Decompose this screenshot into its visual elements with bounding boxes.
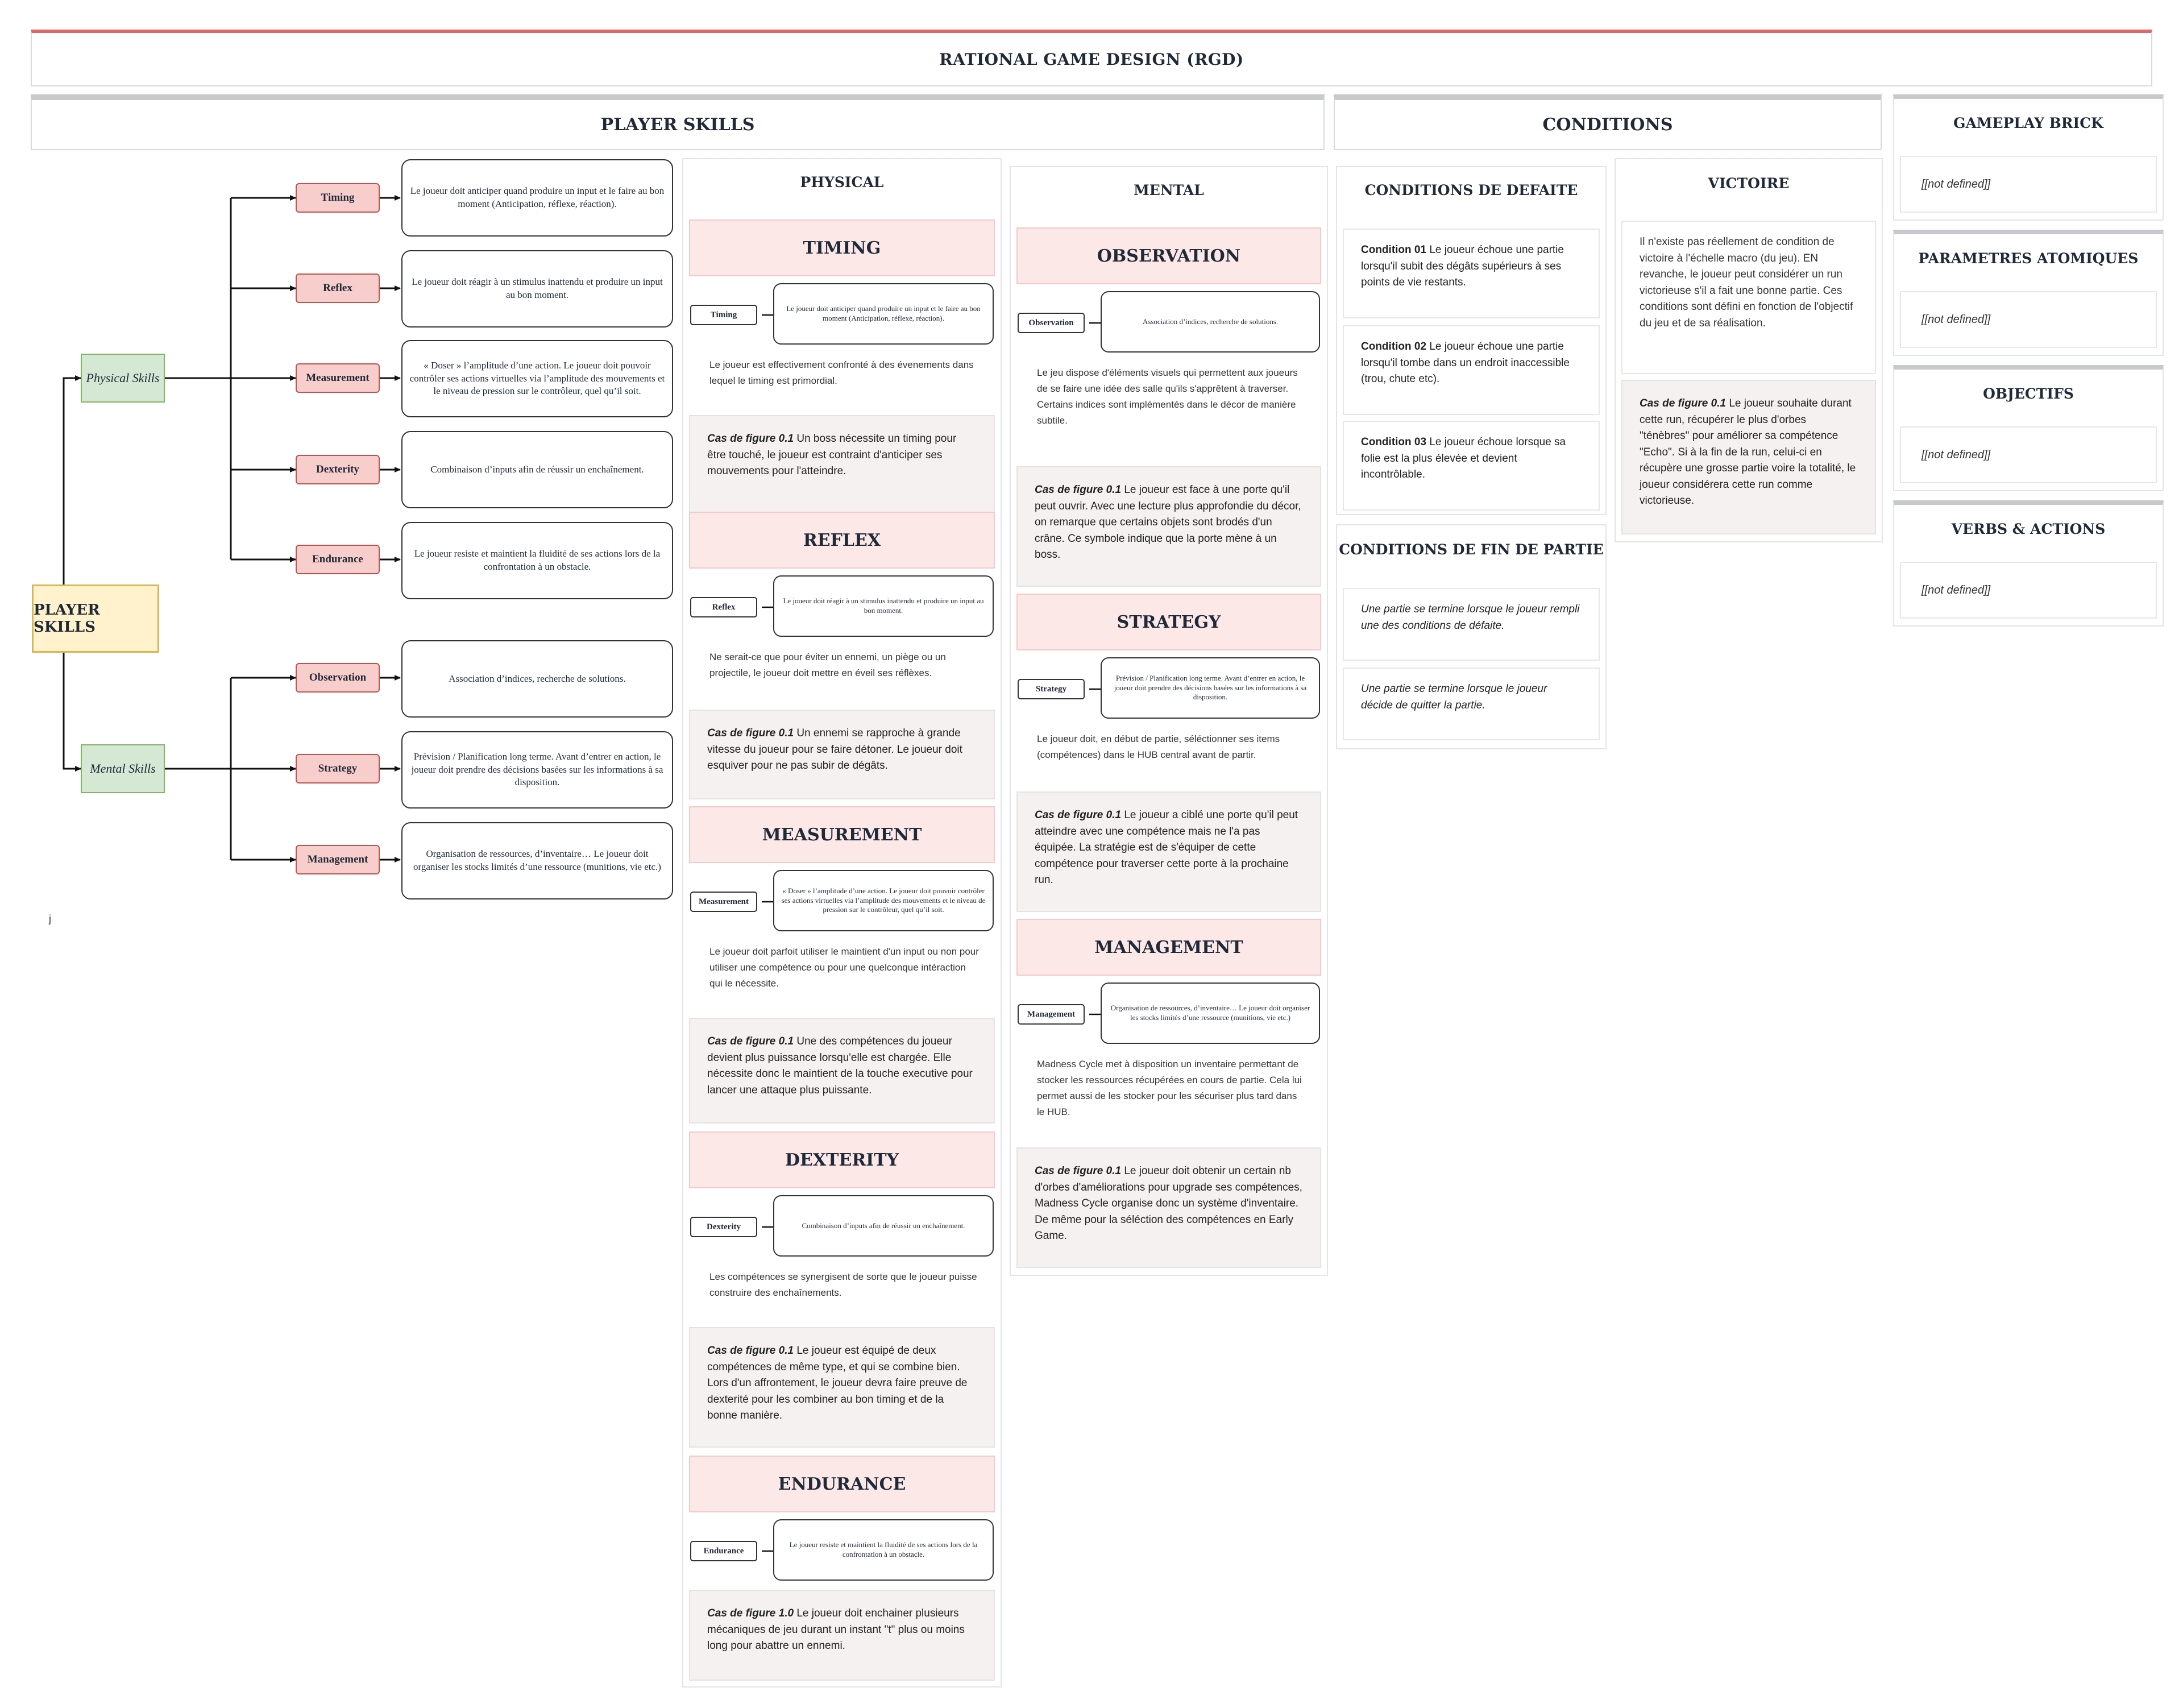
conditions-section-header: [1334, 94, 1882, 150]
victory-title: VICTOIRE: [1708, 175, 1790, 192]
skill-label: Measurement: [306, 372, 370, 384]
skill-section-header: [689, 1456, 995, 1512]
case-text: Le joueur a ciblé une porte qu'il peut atteindre avec une compétence mais ne l'a pas équipée. La stratégie est de s'équiper de cette compétence pour traverser cette porte à la prochaine run.: [1035, 809, 1298, 886]
case-label: Cas de figure 0.1: [707, 433, 794, 445]
skill-label: Strategy: [318, 762, 358, 774]
brick-title: OBJECTIFS: [1983, 385, 2074, 402]
mini-skill-label: Reflex: [712, 602, 736, 612]
skill-section-title: STRATEGY: [1117, 612, 1221, 632]
mini-desc-node: [773, 283, 994, 345]
skill-section-title: TIMING: [803, 238, 881, 258]
skill-node-management: [296, 845, 380, 874]
mini-skill-label: Measurement: [698, 897, 749, 906]
mini-skill-label: Endurance: [703, 1546, 744, 1556]
mini-skill-label: Dexterity: [707, 1222, 741, 1232]
skill-node-endurance: [296, 545, 380, 574]
mini-desc-text: Combinaison d’inputs afin de réussir un enchaînement.: [802, 1221, 965, 1230]
mini-desc-node: [773, 870, 994, 931]
conditions-section-title: CONDITIONS: [1542, 114, 1673, 135]
case-label: Cas de figure 0.1: [1640, 397, 1727, 409]
defeat-condition-card: [1343, 325, 1600, 415]
player-skills-section-title: PLAYER SKILLS: [600, 114, 755, 135]
end-condition-text: Une partie se termine lorsque le joueur décide de quitter la partie.: [1361, 683, 1547, 711]
skill-explanation-text: Le joueur est effectivement confronté à des évenements dans lequel le timing est primordial.: [709, 359, 974, 387]
mini-desc-text: Le joueur resiste et maintient la fluidité de ses actions lors de la confrontation à un obstacle.: [789, 1540, 978, 1558]
end-conditions-title: CONDITIONS DE FIN DE PARTIE: [1339, 541, 1604, 558]
brick-value: [[not defined]]: [1921, 177, 1991, 190]
end-condition-card: [1343, 668, 1600, 740]
end-condition-text: Une partie se termine lorsque le joueur rempli une des conditions de défaite.: [1361, 603, 1580, 632]
skill-desc-text: Le joueur resiste et maintient la fluidité de ses actions lors de la confrontation à un obstacle.: [414, 548, 661, 572]
skill-section-header: [689, 219, 995, 276]
mini-desc-text: Le joueur doit anticiper quand produire un input et le faire au bon moment (Anticipation, réflexe, réaction).: [786, 304, 981, 322]
skill-section-header: [689, 512, 995, 569]
condition-label: Condition 01: [1361, 244, 1427, 256]
case-study-box: [689, 710, 995, 799]
mini-skill-node: [1018, 1004, 1085, 1025]
condition-text: Le joueur échoue une partie lorsqu'il tombe dans un endroit inaccessible (trou, chute etc).: [1361, 341, 1570, 385]
case-study-box: [1016, 1147, 1321, 1268]
brick-value-box: [1900, 426, 2157, 483]
victory-case-box: [1621, 380, 1876, 534]
skill-section-title: REFLEX: [803, 530, 881, 550]
skill-desc-dexterity: [401, 431, 673, 508]
condition-label: Condition 03: [1361, 436, 1427, 448]
defeat-condition-card: [1343, 229, 1600, 318]
skill-node-strategy: [296, 754, 380, 783]
skill-section-header: [1016, 594, 1321, 650]
brick-value-box: [1900, 291, 2157, 348]
case-text: Un boss nécessite un timing pour être touché, le joueur est contraint d'anticiper ses mouvements pour l'atteindre.: [707, 433, 957, 477]
mental-skills-node: [81, 744, 165, 793]
skill-section-header: [1016, 919, 1321, 976]
skill-explanation-text: Le jeu dispose d'éléments visuels qui permettent aux joueurs de se faire une idée des salle qu'ils s'apprêtent à traverser. Certains indices sont implémentés dans le décor de manière subtile.: [1037, 367, 1298, 426]
victory-text: Il n'existe pas réellement de condition de victoire à l'échelle macro (du jeu). EN revanche, le joueur peut considérer un run victorieuse s'il a fait une bonne partie. Ces conditions sont défini en fonction de l'objectif du jeu et de sa réalisation.: [1640, 236, 1853, 329]
brick-value: [[not defined]]: [1921, 448, 1991, 461]
case-study-box: [689, 1590, 995, 1681]
skill-label: Reflex: [323, 282, 352, 294]
brick-title: GAMEPLAY BRICK: [1953, 115, 2103, 131]
stray-character: j: [49, 913, 51, 925]
skill-desc-text: Organisation de ressources, d’inventaire… Le joueur doit organiser les stocks limités d’une ressource (munitions, vie etc.): [413, 848, 661, 872]
skill-section-title: DEXTERITY: [785, 1150, 899, 1170]
case-label: Cas de figure 1.0: [707, 1607, 794, 1619]
skill-section-title: ENDURANCE: [778, 1474, 906, 1494]
skill-section-header: [689, 806, 995, 863]
skill-explanation-text: Madness Cycle met à disposition un inventaire permettant de stocker les ressources récupérées en cours de partie. Cela lui permet aussi de les stocker pour les sécuriser plus tard dans le HUB.: [1037, 1059, 1302, 1118]
case-study-box: [689, 1327, 995, 1448]
case-label: Cas de figure 0.1: [1035, 484, 1122, 496]
mini-desc-node: [773, 1195, 994, 1257]
skill-explanation-text: Ne serait-ce que pour éviter un ennemi, un piège ou un projectile, le joueur doit mettre en éveil ses réflèxes.: [709, 652, 946, 679]
mini-skill-label: Management: [1027, 1009, 1076, 1019]
physical-column-title: PHYSICAL: [800, 174, 884, 190]
skill-desc-reflex: [401, 250, 673, 327]
skill-section-title: MANAGEMENT: [1094, 937, 1243, 957]
skill-desc-text: Le joueur doit anticiper quand produire un input et le faire au bon moment (Anticipation, réflexe, réaction).: [410, 185, 665, 209]
mini-desc-node: [1101, 982, 1320, 1044]
case-label: Cas de figure 0.1: [1035, 809, 1122, 821]
case-text: Une des compétences du joueur devient plus puissance lorsqu'elle est chargée. Elle nécessite donc le maintient de la touche executive pour lancer une attaque plus puissante.: [707, 1035, 973, 1096]
mini-skill-node: [690, 305, 757, 325]
mental-skills-label: Mental Skills: [90, 761, 156, 776]
condition-text: Le joueur échoue une partie lorsqu'il subit des dégâts supérieurs à ses points de vie restants.: [1361, 244, 1564, 288]
case-label: Cas de figure 0.1: [707, 1035, 794, 1047]
skill-label: Management: [307, 853, 368, 865]
mini-skill-node: [690, 1541, 757, 1561]
mini-desc-text: Le joueur doit réagir à un stimulus inattendu et produire un input au bon moment.: [783, 596, 984, 615]
skill-label: Observation: [309, 671, 367, 683]
case-label: Cas de figure 0.1: [707, 1345, 794, 1357]
case-study-box: [689, 1018, 995, 1124]
physical-skills-label: Physical Skills: [86, 371, 160, 385]
mini-skill-node: [690, 892, 757, 912]
victory-text-card: [1621, 221, 1876, 374]
skill-label: Endurance: [312, 553, 363, 565]
mini-skill-label: Observation: [1028, 318, 1074, 327]
skill-node-measurement: [296, 363, 380, 393]
skill-section-header: [1016, 227, 1321, 284]
mini-skill-node: [690, 1217, 757, 1237]
brick-value-box: [1900, 156, 2157, 213]
page-title: RATIONAL GAME DESIGN (RGD): [939, 49, 1244, 69]
skill-node-reflex: [296, 273, 380, 303]
skill-desc-timing: [401, 159, 673, 237]
physical-skills-node: [81, 354, 165, 403]
end-condition-card: [1343, 588, 1600, 661]
skill-desc-strategy: [401, 731, 673, 809]
skill-desc-text: Association d’indices, recherche de solutions.: [449, 673, 626, 684]
defeat-conditions-title: CONDITIONS DE DEFAITE: [1364, 182, 1578, 198]
case-text: Le joueur souhaite durant cette run, récupérer le plus d'orbes "ténèbres" pour améliorer sa compétence "Echo". Si à la fin de la run, celui-ci en récupère une grosse partie voire la totalité, le joueur considérera cette run comme victorieuse.: [1640, 397, 1856, 507]
skill-section-title: MEASUREMENT: [762, 824, 922, 845]
brick-title: VERBS & ACTIONS: [1951, 521, 2106, 537]
skill-desc-observation: [401, 640, 673, 718]
skill-explanation-text: Le joueur doit parfoit utiliser le maintient d'un input ou non pour utiliser une compétence ou pour une quelconque intéraction qui le nécessite.: [709, 946, 979, 989]
skill-desc-text: Le joueur doit réagir à un stimulus inattendu et produire un input au bon moment.: [412, 276, 663, 300]
case-text: Le joueur est face à une porte qu'il peut ouvrir. Avec une lecture plus approfondie du décor, on remarque que certains objets sont brodés d'un crâne. Ce symbole indique que la porte mène à un boss.: [1035, 484, 1301, 561]
brick-title: PARAMETRES ATOMIQUES: [1918, 250, 2139, 267]
mini-skill-label: Timing: [710, 310, 737, 320]
skill-label: Timing: [321, 192, 355, 204]
mini-desc-text: Organisation de ressources, d’inventaire… Le joueur doit organiser les stocks limités d’une ressource (munitions, vie etc.): [1110, 1004, 1310, 1022]
case-text: Le joueur doit obtenir un certain nb d'orbes d'améliorations pour upgrade ses compétences, Madness Cycle organise donc un système d'inventaire. De même pour la séléction des compétences en Early Game.: [1035, 1165, 1302, 1242]
mini-desc-text: « Doser » l’amplitude d’une action. Le joueur doit pouvoir contrôler ses actions virtuelles via l’amplitude des mouvements et le niveau de pression sur le contrôleur, quel qu’il soit.: [781, 886, 986, 914]
skill-node-observation: [296, 663, 380, 693]
mental-column-title: MENTAL: [1134, 182, 1204, 198]
skill-section-header: [689, 1131, 995, 1188]
mindmap-root-label: PLAYER SKILLS: [34, 602, 100, 636]
mini-desc-node: [773, 1519, 994, 1581]
skill-explanation-text: Les compétences se synergisent de sorte que le joueur puisse construire des enchaînements.: [709, 1271, 977, 1299]
brick-value: [[not defined]]: [1921, 583, 1991, 596]
case-text: Le joueur doit enchainer plusieurs mécaniques de jeu durant un instant "t" plus ou moins long pour abattre un ennemi.: [707, 1607, 965, 1652]
mini-desc-node: [1101, 657, 1320, 719]
skill-node-timing: [296, 183, 380, 213]
skill-section-title: OBSERVATION: [1097, 246, 1241, 266]
condition-label: Condition 02: [1361, 341, 1427, 353]
case-study-box: [1016, 466, 1321, 587]
mini-desc-text: Association d’indices, recherche de solutions.: [1142, 317, 1279, 326]
condition-text: Le joueur échoue lorsque sa folie est la plus élevée et devient incontrôlable.: [1361, 436, 1566, 480]
mini-skill-node: [1018, 679, 1085, 699]
case-label: Cas de figure 0.1: [707, 727, 794, 739]
skill-desc-measurement: [401, 340, 673, 417]
mini-desc-text: Prévision / Planification long terme. Avant d’entrer en action, le joueur doit prendre des décisions basées sur les informations à sa disposition.: [1114, 673, 1307, 702]
skill-desc-text: Combinaison d’inputs afin de réussir un enchaînement.: [430, 463, 644, 475]
mini-skill-node: [690, 597, 757, 617]
skill-label: Dexterity: [316, 463, 359, 475]
skill-desc-endurance: [401, 522, 673, 599]
skill-node-dexterity: [296, 455, 380, 484]
case-label: Cas de figure 0.1: [1035, 1165, 1122, 1177]
case-text: Un ennemi se rapproche à grande vitesse du joueur pour se faire détoner. Le joueur doit esquiver pour ne pas subir de dégâts.: [707, 727, 962, 772]
brick-value-box: [1900, 562, 2157, 619]
case-text: Le joueur est équipé de deux compétences de même type, et qui se combine bien. Lors d'un affrontement, le joueur devra faire preuve de dexterité pour les combiner au bon timing et de la bonne manière.: [707, 1345, 968, 1421]
brick-value: [[not defined]]: [1921, 313, 1991, 326]
skill-desc-text: Prévision / Planification long terme. Avant d’entrer en action, le joueur doit prendre des décisions basées sur les informations à sa disposition.: [411, 751, 663, 788]
skill-desc-management: [401, 822, 673, 899]
mini-skill-node: [1018, 313, 1085, 333]
mini-skill-label: Strategy: [1035, 684, 1067, 694]
mini-desc-node: [1101, 291, 1320, 353]
skill-desc-text: « Doser » l’amplitude d’une action. Le joueur doit pouvoir contrôler ses actions virtuelles via l’amplitude des mouvements et le niveau de pression sur le contrôleur, quel qu’il soit.: [409, 359, 665, 397]
case-study-box: [1016, 791, 1321, 912]
defeat-condition-card: [1343, 421, 1600, 511]
skill-explanation-text: Le joueur doit, en début de partie, séléctionner ses items (compétences) dans le HUB central avant de partir.: [1037, 733, 1280, 761]
mini-desc-node: [773, 575, 994, 637]
mindmap-root-node: [32, 584, 159, 653]
